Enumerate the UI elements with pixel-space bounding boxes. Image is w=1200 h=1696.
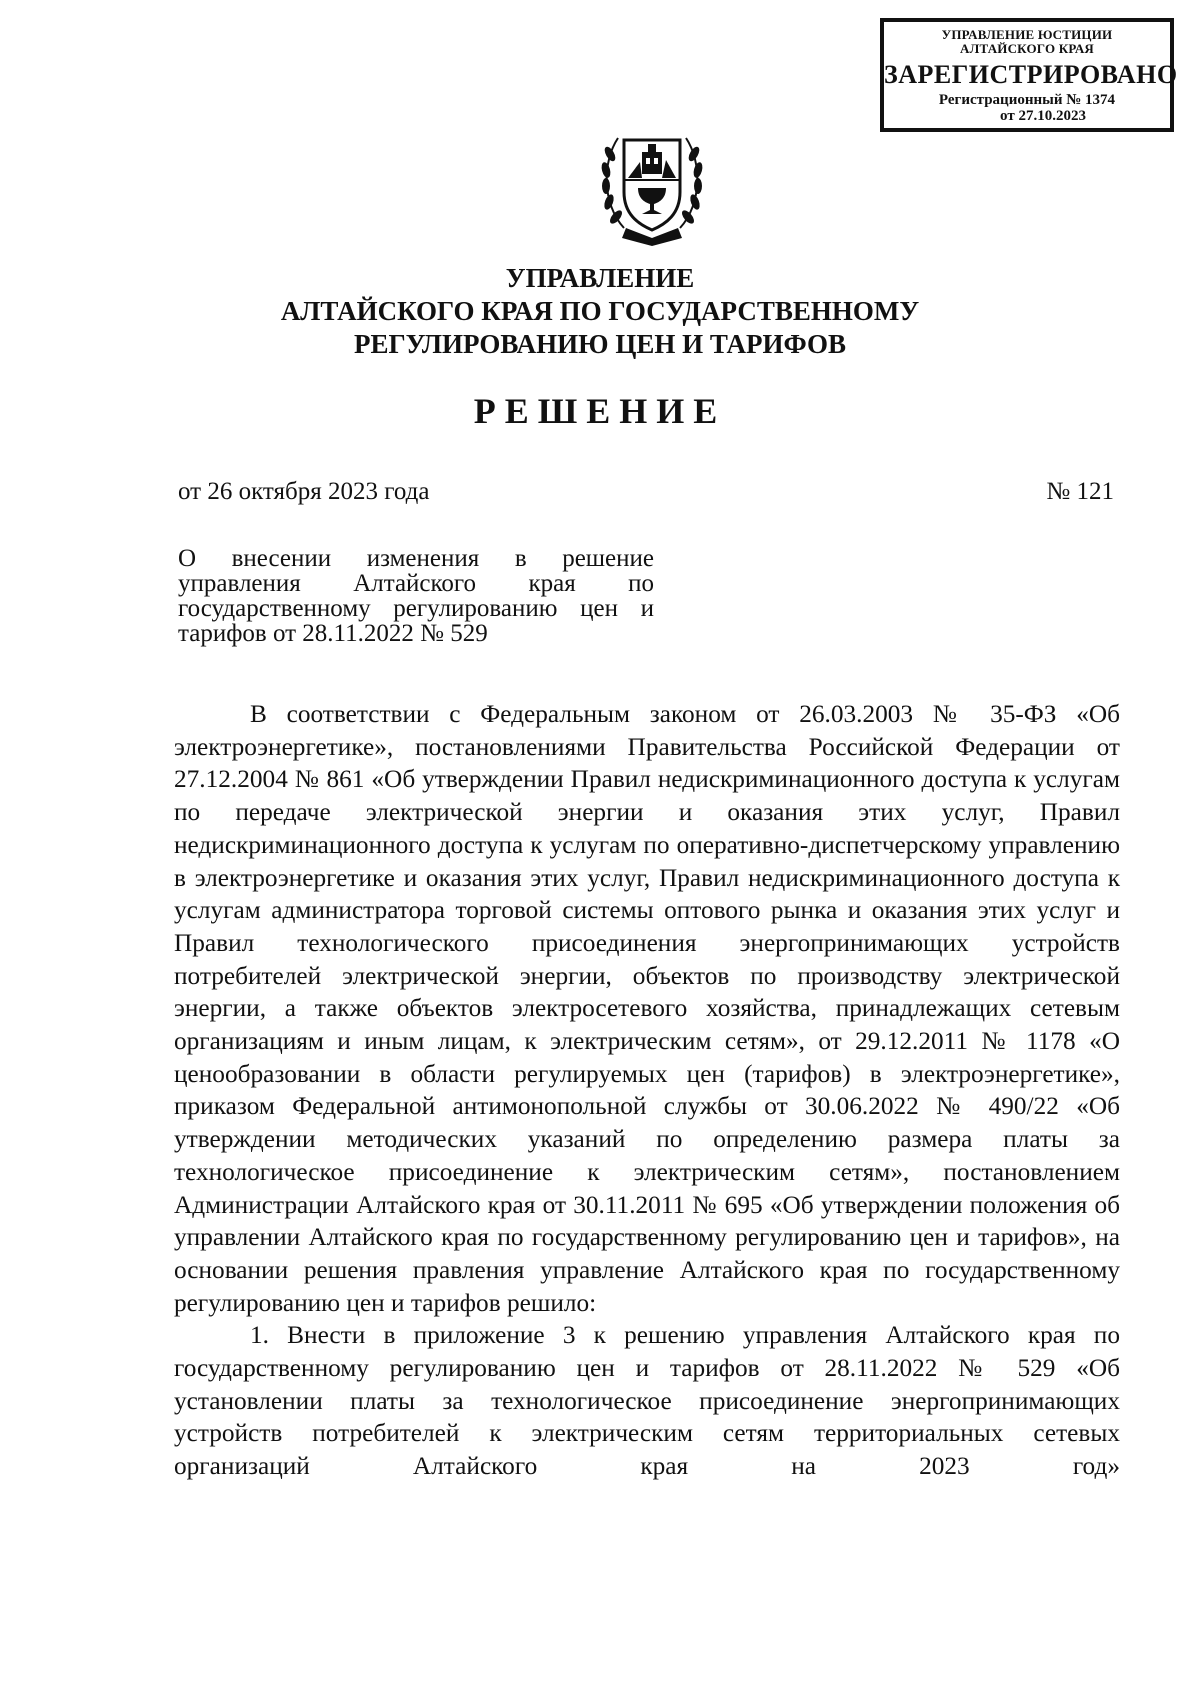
document-date: от 26 октября 2023 года xyxy=(178,478,430,505)
document-number: № 121 xyxy=(1046,478,1114,505)
stamp-reg-date: от 27.10.2023 xyxy=(1000,108,1086,124)
org-line-1: УПРАВЛЕНИЕ xyxy=(505,263,695,293)
org-line-2: АЛТАЙСКОГО КРАЯ ПО ГОСУДАРСТВЕННОМУ xyxy=(280,296,920,326)
document-body xyxy=(174,698,1120,1483)
org-line-3: РЕГУЛИРОВАНИЮ ЦЕН И ТАРИФОВ xyxy=(353,329,847,359)
stamp-reg-number: Регистрационный № 1374 xyxy=(938,92,1116,108)
stamp-title: ЗАРЕГИСТРИРОВАНО xyxy=(884,60,1178,89)
body-paragraph-preamble: В соответствии с Федеральным законом от 26.03.2003 № 35-ФЗ «Об электроэнергетике», постановлениями Правительства Российской Федерации от 27.12.2004 № 861 «Об утверждении Правил недискриминационного доступа к услугам по передаче электрической энергии и оказания этих услуг, Правил недискриминационного доступа к услугам по оперативно-диспетчерскому управлению в электроэнергетике и оказания этих услуг, Правил недискриминационного доступа к услугам администратора торговой системы оптового рынка и оказания этих услуг и Правил технологического присоединения энергопринимающих устройств потребителей электрической энергии, объектов по производству электрической энергии, а также объектов электросетевого хозяйства, принадлежащих сетевым организациям и иным лицам, к электрическим сетям», от 29.12.2011 № 1178 «О ценообразовании в области регулируемых цен (тарифов) в электроэнергетике», приказом Федеральной антимонопольной службы от 30.06.2022 № 490/22 «Об утверждении методических указаний по определению размера платы за технологическое присоединение к электрическим сетям», постановлением Администрации Алтайского края от 30.11.2011 № 695 «Об утверждении положения об управлении Алтайского края по государственному регулированию цен и тарифов», на основании решения правления управление Алтайского края по государственному регулированию цен и тарифов решило: xyxy=(174,700,1120,1317)
stamp-authority-line1: УПРАВЛЕНИЕ ЮСТИЦИИ xyxy=(941,27,1113,42)
stamp-authority-line2: АЛТАЙСКОГО КРАЯ xyxy=(960,41,1094,56)
body-paragraph-item-1: 1. Внести в приложение 3 к решению управления Алтайского края по государственному регулированию цен и тарифов от 28.11.2022 № 529 «Об установлении платы за технологическое присоединение энергопринимающих устройств потребителей к электрическим сетям территориальных сетевых организаций Алтайского края на 2023 год» xyxy=(174,1321,1120,1481)
issuing-organization xyxy=(0,262,1200,361)
document-type-title: РЕШЕНИЕ xyxy=(473,391,727,431)
altai-krai-coat-of-arms-icon xyxy=(596,124,708,248)
registration-stamp xyxy=(880,18,1178,132)
document-subject: О внесении изменения в решение управления Алтайского края по государственному регулированию цен и тарифов от 28.11.2022 № 529 xyxy=(178,545,654,647)
